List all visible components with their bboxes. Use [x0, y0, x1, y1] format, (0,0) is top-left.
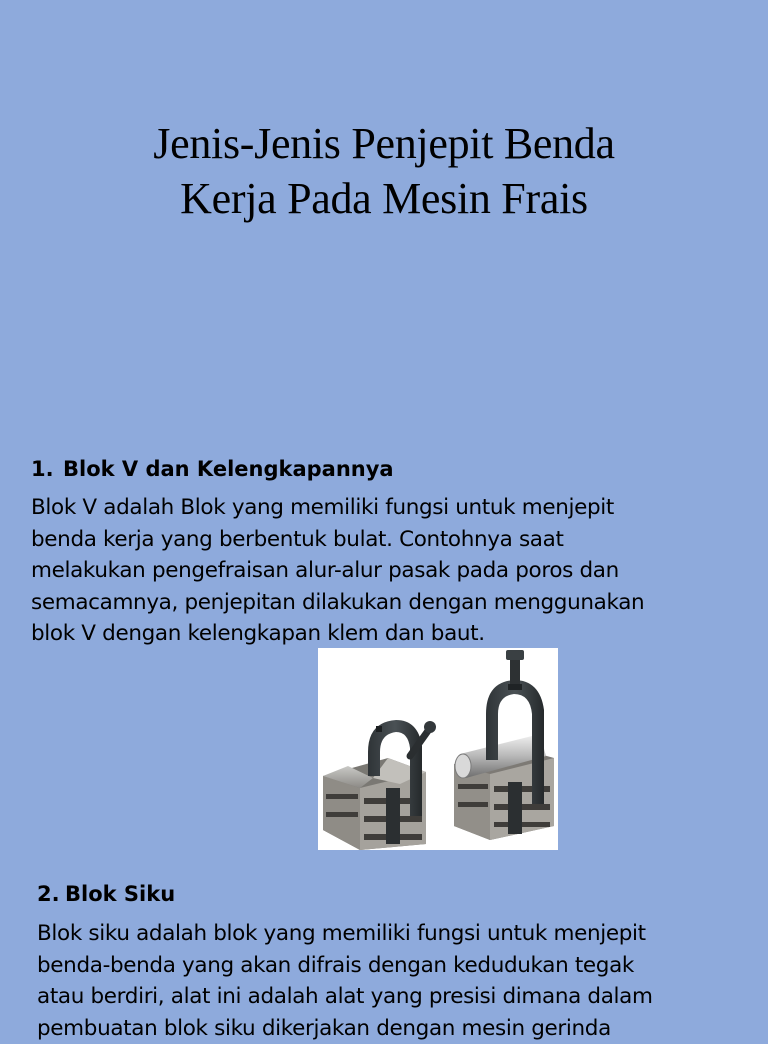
- section-1-paragraph: [31, 492, 644, 650]
- section-1-line: benda kerja yang berbentuk bulat. Contohnya saat: [31, 524, 644, 556]
- section-1-heading: [31, 455, 394, 483]
- section-1-title: Blok V dan Kelengkapannya: [63, 457, 394, 481]
- section-1-number: 1.: [31, 455, 63, 483]
- v-block-illustration: [318, 648, 558, 850]
- section-2-number: 2.: [37, 880, 65, 908]
- section-2-heading: [37, 880, 175, 908]
- section-2-paragraph: [37, 918, 653, 1044]
- section-1-line: semacamnya, penjepitan dilakukan dengan menggunakan: [31, 587, 644, 619]
- section-2-line: Blok siku adalah blok yang memiliki fungsi untuk menjepit: [37, 918, 653, 950]
- section-1-line: blok V dengan kelengkapan klem dan baut.: [31, 618, 644, 650]
- section-1-line: melakukan pengefraisan alur-alur pasak pada poros dan: [31, 555, 644, 587]
- slide-title-line-1: Jenis-Jenis Penjepit Benda: [0, 116, 768, 171]
- section-2-title: Blok Siku: [65, 882, 175, 906]
- slide-title: [0, 116, 768, 226]
- section-2-line: benda-benda yang akan difrais dengan kedudukan tegak: [37, 950, 653, 982]
- section-2-line: pembuatan blok siku dikerjakan dengan mesin gerinda: [37, 1013, 653, 1044]
- section-2-line: atau berdiri, alat ini adalah alat yang presisi dimana dalam: [37, 981, 653, 1013]
- slide-title-line-2: Kerja Pada Mesin Frais: [0, 171, 768, 226]
- v-block-clamp-photo: [318, 648, 558, 850]
- section-1-line: Blok V adalah Blok yang memiliki fungsi untuk menjepit: [31, 492, 644, 524]
